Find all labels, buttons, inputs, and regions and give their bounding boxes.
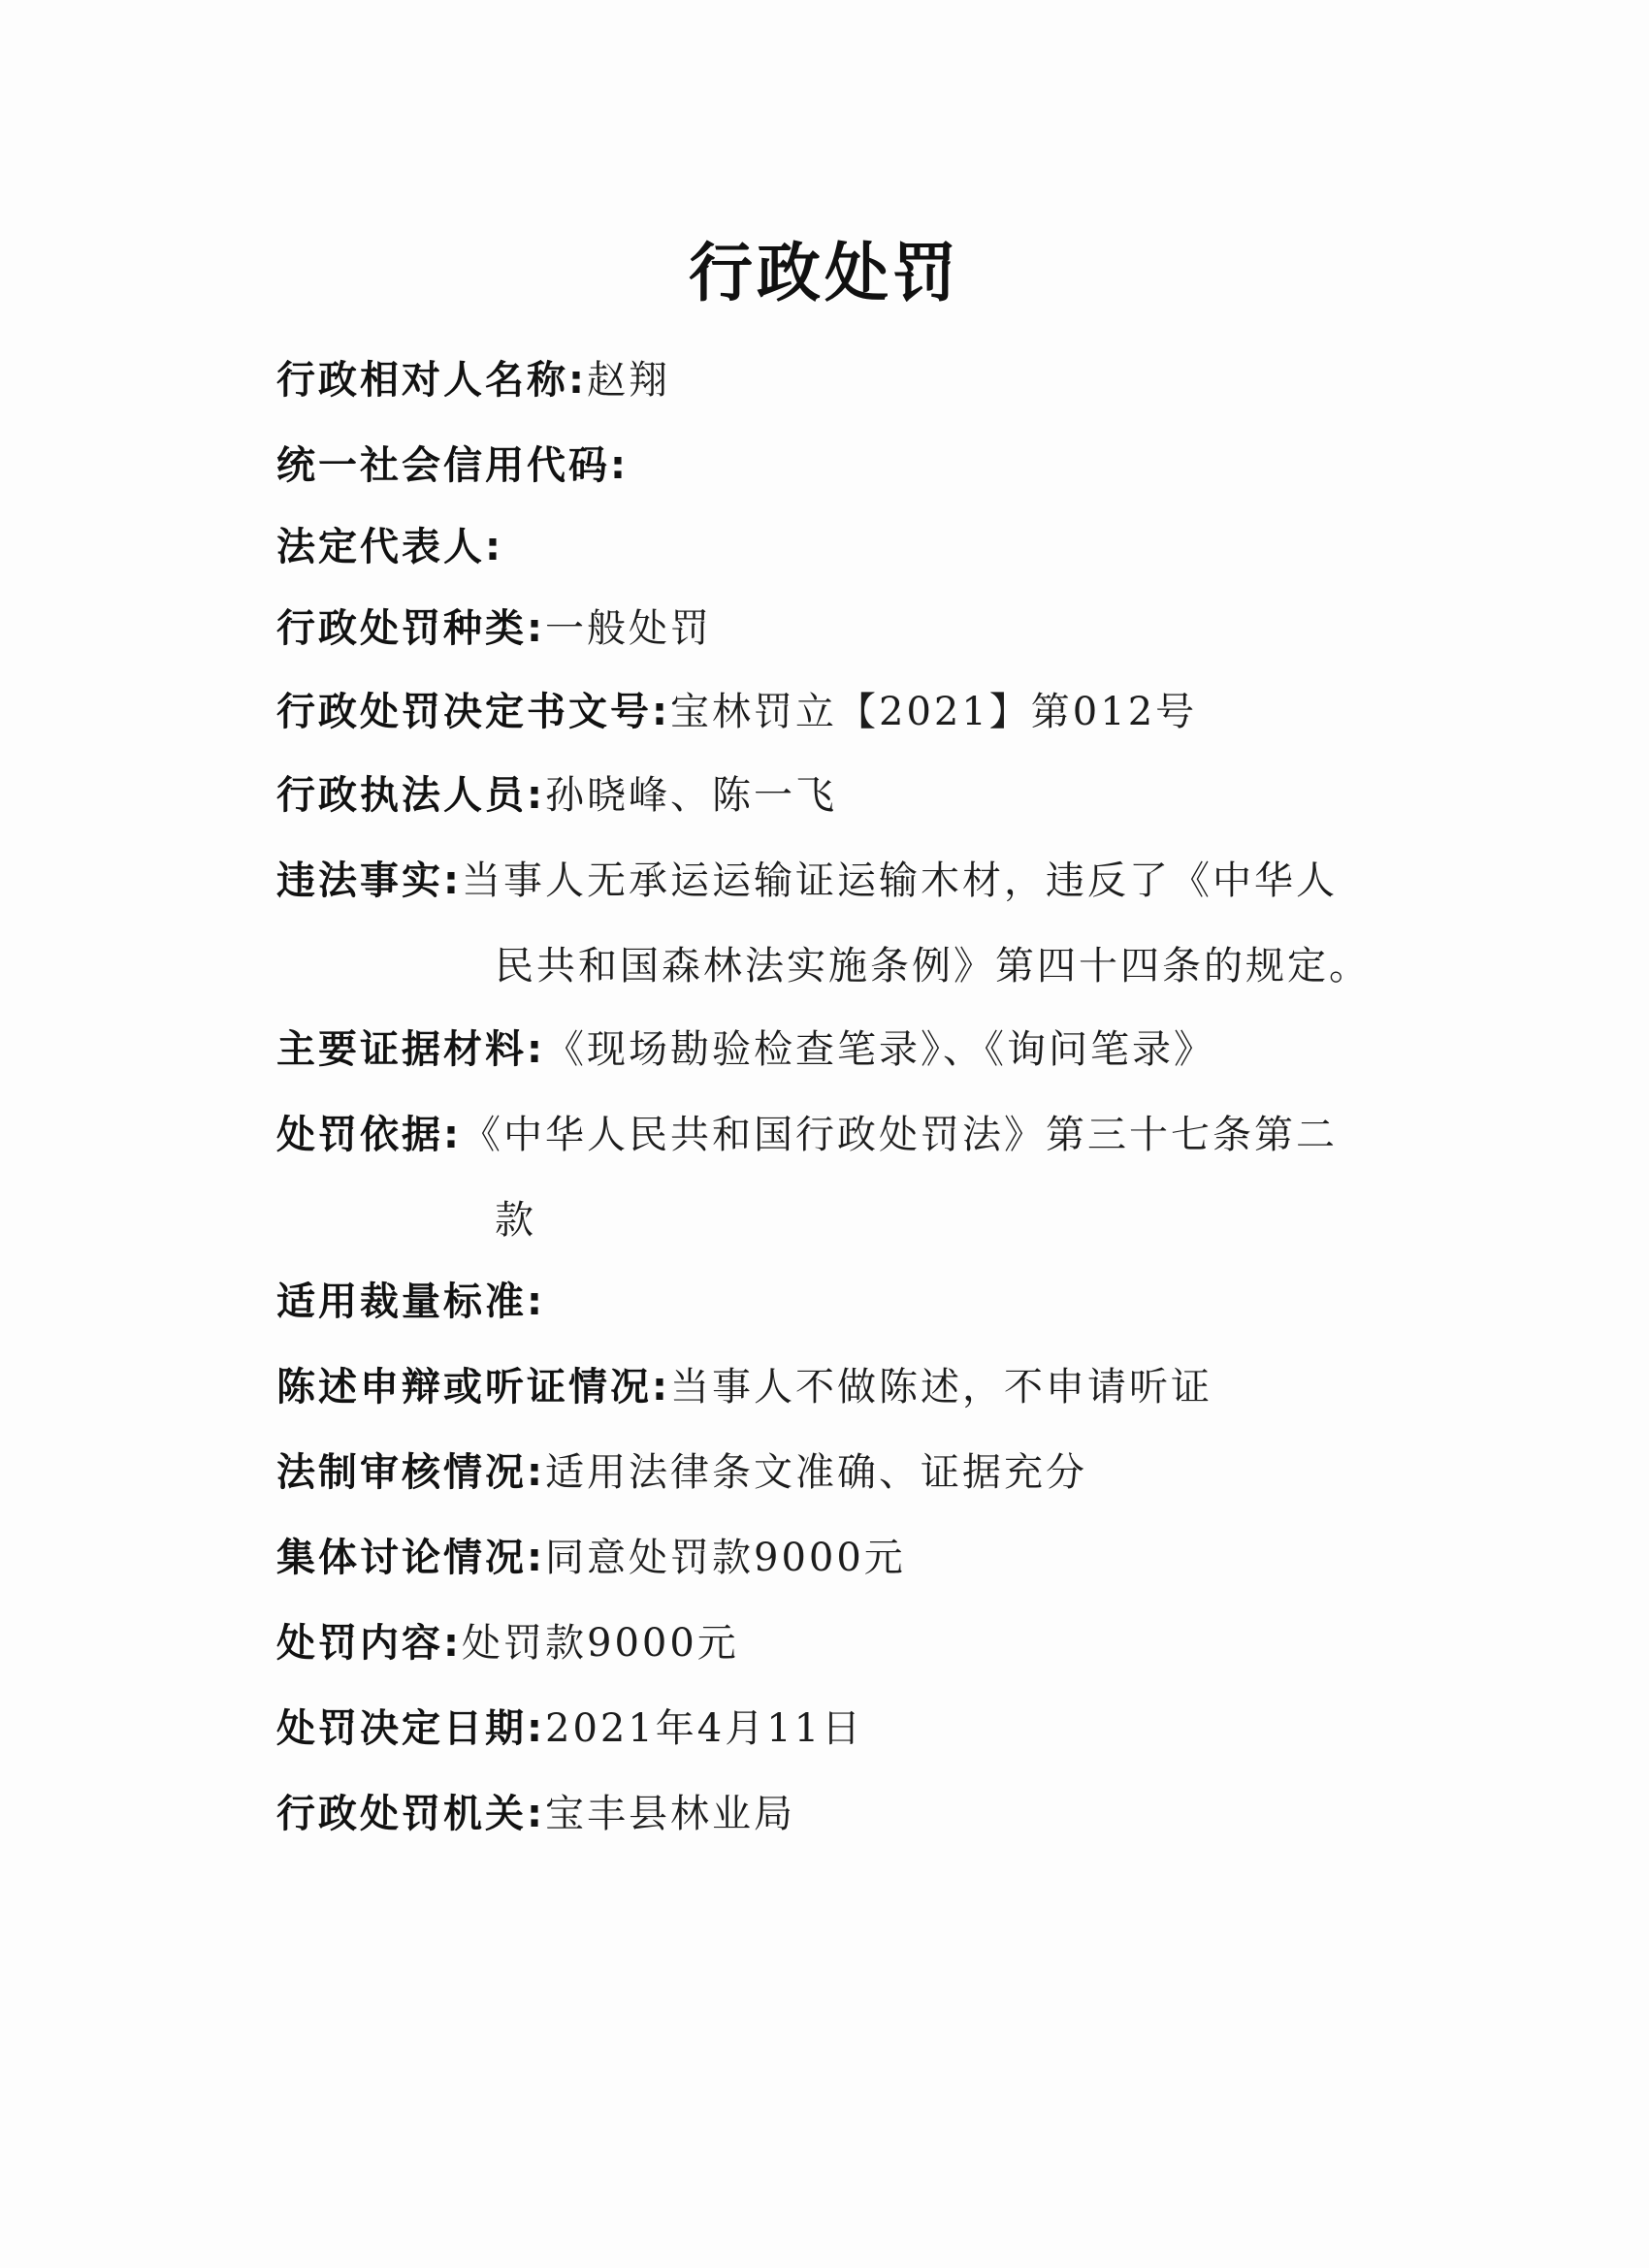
field-value: 一般处罚: [545, 606, 712, 651]
field-label: 法定代表人:: [276, 525, 503, 569]
field-label: 陈述申辩或听证情况:: [276, 1365, 670, 1409]
field-value: 宝丰县林业局: [545, 1792, 795, 1836]
field-value: 处罚款9000元: [462, 1621, 739, 1666]
field-label: 统一社会信用代码:: [276, 443, 629, 488]
field-value: 当事人不做陈述，不申请听证: [670, 1365, 1212, 1409]
field-statement-hearing: [276, 1345, 1421, 1430]
field-party-name: [276, 338, 1421, 423]
field-value: 《现场勘验检查笔录》、《询问笔录》: [545, 1027, 1215, 1072]
field-value-continuation: 民共和国森林法实施条例》第四十四条的规定。: [495, 944, 1371, 988]
field-legal-basis: [276, 1092, 1421, 1263]
field-label: 违法事实:: [276, 859, 462, 903]
field-label: 主要证据材料:: [276, 1027, 545, 1072]
field-label: 适用裁量标准:: [276, 1280, 545, 1324]
field-value: 当事人无承运运输证运输木材，违反了《中华人: [462, 859, 1338, 903]
field-label: 行政处罚决定书文号:: [276, 690, 670, 734]
field-value: 2021年4月11日: [545, 1706, 864, 1751]
field-value: 宝林罚立【2021】第012号: [670, 690, 1198, 734]
field-label: 行政相对人名称:: [276, 358, 587, 403]
field-label: 处罚决定日期:: [276, 1706, 545, 1751]
field-credit-code: [276, 423, 1421, 508]
field-evidence: [276, 1007, 1421, 1092]
field-enforcement-officers: [276, 753, 1421, 838]
field-label: 处罚内容:: [276, 1621, 462, 1666]
field-discretion-standard: [276, 1259, 1421, 1345]
field-illegal-facts: [276, 838, 1421, 1009]
field-value: 孙晓峰、陈一飞: [545, 773, 837, 818]
field-label: 行政处罚机关:: [276, 1792, 545, 1836]
field-value-continuation: 款: [495, 1198, 536, 1243]
field-label: 法制审核情况:: [276, 1450, 545, 1495]
field-value: 同意处罚款9000元: [545, 1536, 906, 1580]
field-penalty-content: [276, 1601, 1421, 1686]
field-value: 适用法律条文准确、证据充分: [545, 1450, 1087, 1495]
field-label: 处罚依据:: [276, 1113, 462, 1157]
field-penalty-type: [276, 586, 1421, 671]
field-legal-representative: [276, 504, 1421, 590]
field-label: 行政处罚种类:: [276, 606, 545, 651]
field-value: 《中华人民共和国行政处罚法》第三十七条第二: [462, 1113, 1338, 1157]
field-decision-number: [276, 669, 1421, 755]
field-decision-date: [276, 1686, 1421, 1771]
field-label: 集体讨论情况:: [276, 1536, 545, 1580]
field-legal-review: [276, 1430, 1421, 1515]
document-title: 行政处罚: [689, 236, 960, 310]
field-value: 赵翔: [587, 358, 670, 403]
field-collective-discussion: [276, 1515, 1421, 1601]
field-label: 行政执法人员:: [276, 773, 545, 818]
field-penalty-authority: [276, 1771, 1421, 1857]
